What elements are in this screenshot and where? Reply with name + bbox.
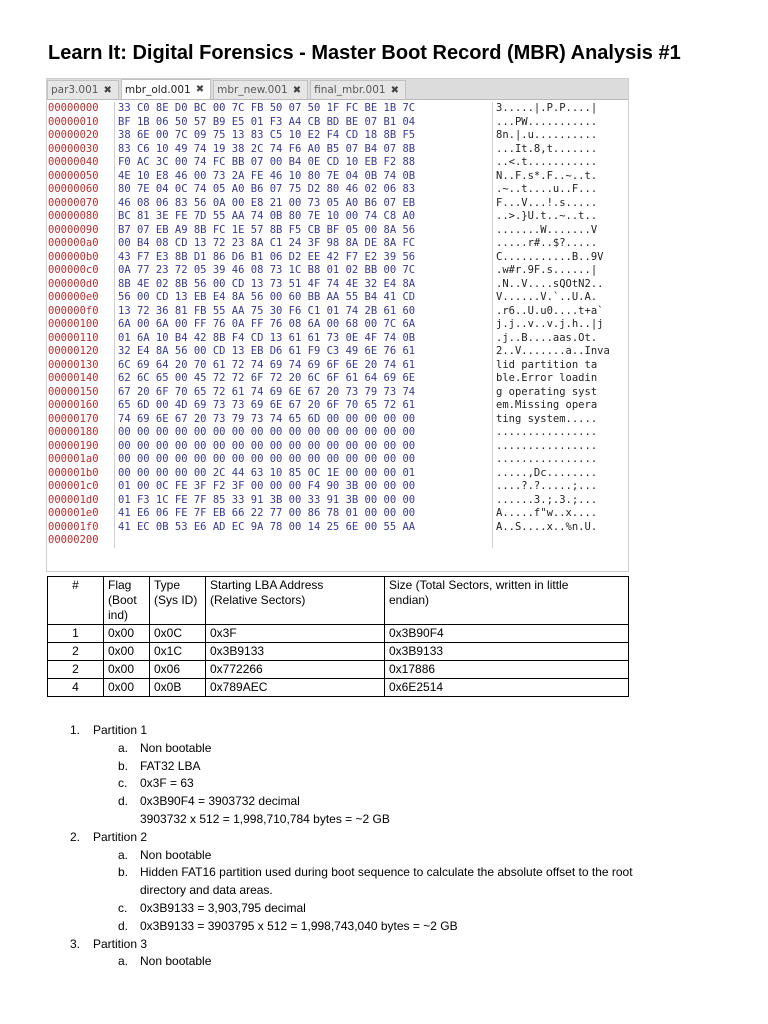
header-flag — [104, 577, 150, 625]
list-letter: c. — [118, 776, 128, 791]
hex-ascii-row[interactable]: .r6..U.u0....t+a` — [496, 304, 604, 317]
list-item — [70, 758, 710, 776]
hex-ascii-row[interactable]: A.....f"w..x.... — [496, 507, 598, 519]
hex-offset: 00000080 — [48, 210, 99, 222]
table-header-row — [48, 577, 629, 625]
header-line: ind) — [108, 608, 129, 622]
list-letter: a. — [118, 954, 129, 969]
list-heading: Partition 3 — [93, 936, 148, 951]
list-item — [70, 936, 710, 954]
tab-par3[interactable] — [47, 80, 119, 99]
hex-ascii-row[interactable]: ...PW........... — [496, 115, 598, 128]
hex-offset: 000001c0 — [48, 480, 99, 492]
hex-bytes-row[interactable]: B7 07 EB A9 8B FC 1E 57 8B F5 CB BF 05 00 8A 56 — [118, 223, 416, 236]
hex-bytes-row[interactable]: 00 00 00 00 00 00 00 00 00 00 00 00 00 00 00 00 — [118, 439, 416, 452]
header-size — [385, 577, 629, 625]
hex-ascii-row[interactable] — [496, 534, 610, 548]
hex-bytes-row[interactable]: 00 00 00 00 00 00 00 00 00 00 00 00 00 00 00 00 — [118, 426, 416, 438]
hex-ascii-row[interactable]: ..<.t........... — [496, 156, 598, 168]
close-icon[interactable]: ✖ — [292, 84, 302, 96]
hex-offset: 000001e0 — [48, 507, 99, 519]
hex-offset: 00000060 — [48, 183, 99, 195]
table-row — [48, 679, 629, 697]
cell-lba: 0x3B9133 — [206, 643, 385, 661]
hex-bytes-row[interactable]: F0 AC 3C 00 74 FC BB 07 00 B4 0E CD 10 EB F2 88 — [118, 156, 416, 168]
hex-offset: 00000190 — [48, 439, 99, 452]
tab-mbr-new[interactable] — [213, 80, 308, 99]
hex-ascii-row[interactable]: .~..t....u..F... — [496, 183, 598, 195]
list-number: 3. — [70, 936, 81, 951]
hex-ascii-row[interactable]: ble.Error loadin — [496, 372, 598, 384]
hex-ascii-row[interactable]: V......V.`..U.A. — [496, 291, 598, 303]
cell-type: 0x0C — [150, 625, 206, 643]
hex-bytes-row[interactable]: 00 00 00 00 00 00 00 00 00 00 00 00 00 00 00 00 — [118, 453, 416, 465]
list-letter: a. — [118, 740, 129, 755]
hex-ascii-row[interactable]: ting system..... — [496, 412, 598, 425]
list-letter: c. — [118, 900, 128, 915]
hex-offset: 000000f0 — [48, 304, 99, 317]
hex-bytes-row[interactable]: BF 1B 06 50 57 B9 E5 01 F3 A4 CB BD BE 07 B1 04 — [118, 115, 416, 128]
header-lba — [206, 577, 385, 625]
analysis-notes — [70, 722, 710, 971]
cell-lba: 0x789AEC — [206, 679, 385, 697]
hex-offset: 00000200 — [48, 534, 99, 546]
header-line: Starting LBA Address — [210, 578, 324, 592]
hex-bytes-row[interactable]: 65 6D 00 4D 69 73 73 69 6E 67 20 6F 70 65 72 61 — [118, 399, 416, 411]
hex-bytes-row[interactable]: 6A 00 6A 00 FF 76 0A FF 76 08 6A 00 68 00 7C 6A — [118, 318, 416, 330]
list-item — [70, 847, 710, 865]
hex-offset: 00000180 — [48, 426, 99, 438]
hex-offset: 00000010 — [48, 115, 99, 128]
hex-bytes-row[interactable]: 01 6A 10 B4 42 8B F4 CD 13 61 61 73 0E 4F 74 0B — [118, 331, 416, 344]
hex-ascii-row[interactable]: lid partition ta — [496, 358, 598, 371]
header-line: (Relative Sectors) — [210, 593, 306, 607]
hex-bytes-row[interactable]: 62 6C 65 00 45 72 72 6F 72 20 6C 6F 61 64 69 6E — [118, 372, 416, 384]
list-letter: d. — [118, 794, 129, 809]
hex-ascii-row[interactable]: ......3.;.3.;... — [496, 493, 598, 506]
hex-bytes-row[interactable]: 56 00 CD 13 EB E4 8A 56 00 60 BB AA 55 B4 41 CD — [118, 291, 416, 303]
cell-num: 4 — [48, 679, 104, 697]
hex-offset: 000001d0 — [48, 493, 99, 506]
list-text: 0x3F = 63 — [140, 776, 194, 791]
cell-flag: 0x00 — [104, 661, 150, 679]
hex-bytes-row[interactable]: 80 7E 04 0C 74 05 A0 B6 07 75 D2 80 46 02 06 83 — [118, 183, 416, 195]
hex-bytes-row[interactable]: 00 00 00 00 00 2C 44 63 10 85 0C 1E 00 00 00 01 — [118, 466, 416, 479]
hex-ascii-row[interactable]: .......W.......V — [496, 223, 598, 236]
hex-bytes-row[interactable]: 74 69 6E 67 20 73 79 73 74 65 6D 00 00 00 00 00 — [118, 412, 416, 425]
hex-offset: 00000070 — [48, 196, 99, 209]
list-item — [70, 864, 710, 882]
list-text: 0x3B90F4 = 3903732 decimal — [140, 794, 300, 809]
hex-ascii-row[interactable]: F...V...!.s..... — [496, 196, 598, 209]
header-type — [150, 577, 206, 625]
hex-offset: 00000130 — [48, 358, 99, 371]
cell-type: 0x0B — [150, 679, 206, 697]
header-line: Type — [154, 578, 181, 592]
hex-offset: 00000100 — [48, 318, 99, 330]
tab-mbr-old[interactable] — [121, 79, 211, 99]
cell-lba: 0x3F — [206, 625, 385, 643]
cell-size: 0x17886 — [385, 661, 629, 679]
list-continuation: directory and data areas. — [140, 883, 273, 898]
list-item — [70, 829, 710, 847]
hex-bytes-row[interactable]: 46 08 06 83 56 0A 00 E8 21 00 73 05 A0 B6 07 EB — [118, 196, 416, 209]
header-line: (Sys ID) — [154, 593, 198, 607]
cell-num: 2 — [48, 643, 104, 661]
tab-label: final_mbr.001 — [314, 84, 386, 96]
hex-offset: 000001a0 — [48, 453, 99, 465]
tab-label: mbr_new.001 — [217, 84, 288, 96]
hex-offset: 000000a0 — [48, 237, 99, 249]
hex-ascii-row[interactable]: ...It.8,t....... — [496, 142, 598, 155]
cell-type: 0x06 — [150, 661, 206, 679]
list-letter: a. — [118, 847, 129, 862]
ascii-column[interactable] — [493, 102, 610, 548]
hex-ascii-row[interactable]: j.j..v..v.j.h..|j — [496, 318, 604, 330]
cell-flag: 0x00 — [104, 679, 150, 697]
hex-offset: 00000140 — [48, 372, 99, 384]
tab-final-mbr[interactable] — [310, 80, 406, 99]
hex-bytes-column[interactable] — [115, 102, 493, 548]
hex-offset: 00000000 — [48, 102, 99, 114]
cell-size: 0x6E2514 — [385, 679, 629, 697]
hex-bytes-row[interactable]: 4E 10 E8 46 00 73 2A FE 46 10 80 7E 04 0B 74 0B — [118, 169, 416, 182]
list-number: 1. — [70, 723, 81, 737]
hex-bytes-row[interactable]: 13 72 36 81 FB 55 AA 75 30 F6 C1 01 74 2B 61 60 — [118, 304, 416, 317]
list-text: Non bootable — [140, 740, 212, 755]
hex-ascii-row[interactable]: g operating syst — [496, 385, 598, 398]
list-letter: d. — [118, 918, 129, 933]
hex-ascii-row[interactable]: ................ — [496, 453, 598, 465]
hex-ascii-row[interactable]: em.Missing opera — [496, 399, 598, 411]
header-num: # — [48, 577, 104, 625]
table-row — [48, 643, 629, 661]
list-text: 0x3B9133 = 3,903,795 decimal — [140, 900, 306, 915]
tab-bar — [47, 79, 628, 100]
hex-bytes-row[interactable]: 00 B4 08 CD 13 72 23 8A C1 24 3F 98 8A DE 8A FC — [118, 237, 416, 249]
offset-column — [47, 102, 115, 548]
cell-flag: 0x00 — [104, 625, 150, 643]
list-item — [70, 775, 710, 793]
hex-offset: 000000c0 — [48, 264, 99, 276]
close-icon[interactable]: ✖ — [103, 84, 112, 96]
list-item — [70, 793, 710, 811]
hex-view[interactable] — [47, 100, 628, 548]
hex-bytes-row[interactable]: 32 E4 8A 56 00 CD 13 EB D6 61 F9 C3 49 6E 76 61 — [118, 345, 416, 357]
hex-offset: 00000110 — [48, 331, 99, 344]
table-row — [48, 625, 629, 643]
hex-offset: 00000050 — [48, 169, 99, 182]
hex-ascii-row[interactable]: .N..V....sQOtN2.. — [496, 277, 604, 290]
cell-size: 0x3B9133 — [385, 643, 629, 661]
header-line: Flag — [108, 578, 132, 592]
hex-offset: 00000090 — [48, 223, 99, 236]
hex-bytes-row[interactable]: 41 EC 0B 53 E6 AD EC 9A 78 00 14 25 6E 00 55 AA — [118, 520, 416, 533]
list-text: Hidden FAT16 partition used during boot sequence to calculate the absolute offset to the root — [140, 865, 633, 880]
list-item — [70, 740, 710, 758]
close-icon[interactable]: ✖ — [195, 84, 205, 95]
hex-ascii-row[interactable]: .....r#..$?..... — [496, 237, 598, 249]
hex-bytes-row[interactable]: 0A 77 23 72 05 39 46 08 73 1C B8 01 02 BB 00 7C — [118, 264, 416, 276]
list-letter: b. — [118, 758, 129, 773]
hex-ascii-row[interactable]: .w#r.9F.s......| — [496, 264, 598, 276]
hex-ascii-row[interactable]: 2..V.......a..Inva — [496, 345, 610, 357]
header-line: Size (Total Sectors, written in little — [389, 578, 569, 592]
hex-ascii-row[interactable]: A..S....x..%n.U. — [496, 520, 598, 533]
close-icon[interactable]: ✖ — [390, 84, 399, 96]
hex-offset: 00000040 — [48, 156, 99, 168]
tab-label: mbr_old.001 — [124, 83, 191, 96]
list-text: Non bootable — [140, 954, 212, 969]
partition-table — [47, 576, 629, 697]
list-number: 2. — [70, 829, 81, 844]
list-continuation: 3903732 x 512 = 1,998,710,784 bytes = ~2 GB — [140, 811, 390, 826]
list-item — [70, 918, 710, 936]
table-row — [48, 661, 629, 679]
hex-bytes-row[interactable]: 67 20 6F 70 65 72 61 74 69 6E 67 20 73 79 73 74 — [118, 385, 416, 398]
hex-bytes-row[interactable]: 6C 69 64 20 70 61 72 74 69 74 69 6F 6E 20 74 61 — [118, 358, 416, 371]
hex-ascii-row[interactable]: .....,Dc........ — [496, 466, 598, 479]
list-item — [70, 953, 710, 971]
list-text: 0x3B9133 = 3903795 x 512 = 1,998,743,040 bytes = ~2 GB — [140, 918, 458, 933]
hex-ascii-row[interactable]: ....?.?.....;... — [496, 480, 598, 492]
hex-offset: 00000020 — [48, 129, 99, 141]
cell-lba: 0x772266 — [206, 661, 385, 679]
hex-bytes-row[interactable]: 33 C0 8E D0 BC 00 7C FB 50 07 50 1F FC BE 1B 7C — [118, 102, 416, 114]
hex-bytes-row[interactable]: 8B 4E 02 8B 56 00 CD 13 73 51 4F 74 4E 32 E4 8A — [118, 277, 416, 290]
hex-ascii-row[interactable]: ..>.}U.t..~..t.. — [496, 210, 598, 222]
cell-num: 2 — [48, 661, 104, 679]
hex-ascii-row[interactable]: 3.....|.P.P....| — [496, 102, 598, 114]
hex-ascii-row[interactable]: ................ — [496, 426, 598, 438]
hex-offset: 00000030 — [48, 142, 99, 155]
header-line: endian) — [389, 593, 430, 607]
hex-bytes-row[interactable]: 38 6E 00 7C 09 75 13 83 C5 10 E2 F4 CD 18 8B F5 — [118, 129, 416, 141]
cell-num: 1 — [48, 625, 104, 643]
hex-offset: 00000170 — [48, 412, 99, 425]
hex-offset: 00000150 — [48, 385, 99, 398]
hex-bytes-row[interactable]: BC 81 3E FE 7D 55 AA 74 0B 80 7E 10 00 74 C8 A0 — [118, 210, 416, 222]
list-text: Non bootable — [140, 847, 212, 862]
hex-offset: 000000d0 — [48, 277, 99, 290]
list-heading: Partition 2 — [93, 829, 148, 844]
page-title: Learn It: Digital Forensics - Master Boot Record (MBR) Analysis #1 — [48, 42, 681, 64]
cell-size: 0x3B90F4 — [385, 625, 629, 643]
hex-bytes-row[interactable] — [118, 534, 492, 548]
cell-type: 0x1C — [150, 643, 206, 661]
hex-offset: 000001b0 — [48, 466, 99, 479]
list-item — [70, 722, 710, 740]
hex-bytes-row[interactable]: 01 F3 1C FE 7F 85 33 91 3B 00 33 91 3B 00 00 00 — [118, 493, 416, 506]
hex-offset: 000000e0 — [48, 291, 99, 303]
tab-label: par3.001 — [51, 84, 99, 96]
hex-ascii-row[interactable]: .j..B....aas.Ot. — [496, 331, 598, 344]
hex-ascii-row[interactable]: N..F.s*.F..~..t. — [496, 169, 598, 182]
hex-ascii-row[interactable]: C...........B..9V — [496, 250, 604, 263]
list-text: FAT32 LBA — [140, 758, 201, 773]
hex-bytes-row[interactable]: 01 00 0C FE 3F F2 3F 00 00 00 F4 90 3B 00 00 00 — [118, 480, 416, 492]
hex-bytes-row[interactable]: 83 C6 10 49 74 19 38 2C 74 F6 A0 B5 07 B4 07 8B — [118, 142, 416, 155]
hex-ascii-row[interactable]: 8n.|.u.......... — [496, 129, 598, 141]
hex-offset: 00000160 — [48, 399, 99, 411]
hex-offset: 000001f0 — [48, 520, 99, 533]
cell-flag: 0x00 — [104, 643, 150, 661]
list-item — [70, 900, 710, 918]
hex-bytes-row[interactable]: 41 E6 06 FE 7F EB 66 22 77 00 86 78 01 00 00 00 — [118, 507, 416, 519]
list-letter: b. — [118, 865, 129, 880]
hex-offset: 000000b0 — [48, 250, 99, 263]
hex-offset: 00000120 — [48, 345, 99, 357]
hex-editor-window — [46, 78, 629, 572]
list-heading: Partition 1 — [93, 723, 148, 737]
hex-bytes-row[interactable]: 43 F7 E3 8B D1 86 D6 B1 06 D2 EE 42 F7 E2 39 56 — [118, 250, 416, 263]
hex-ascii-row[interactable]: ................ — [496, 439, 598, 452]
header-line: (Boot — [108, 593, 137, 607]
